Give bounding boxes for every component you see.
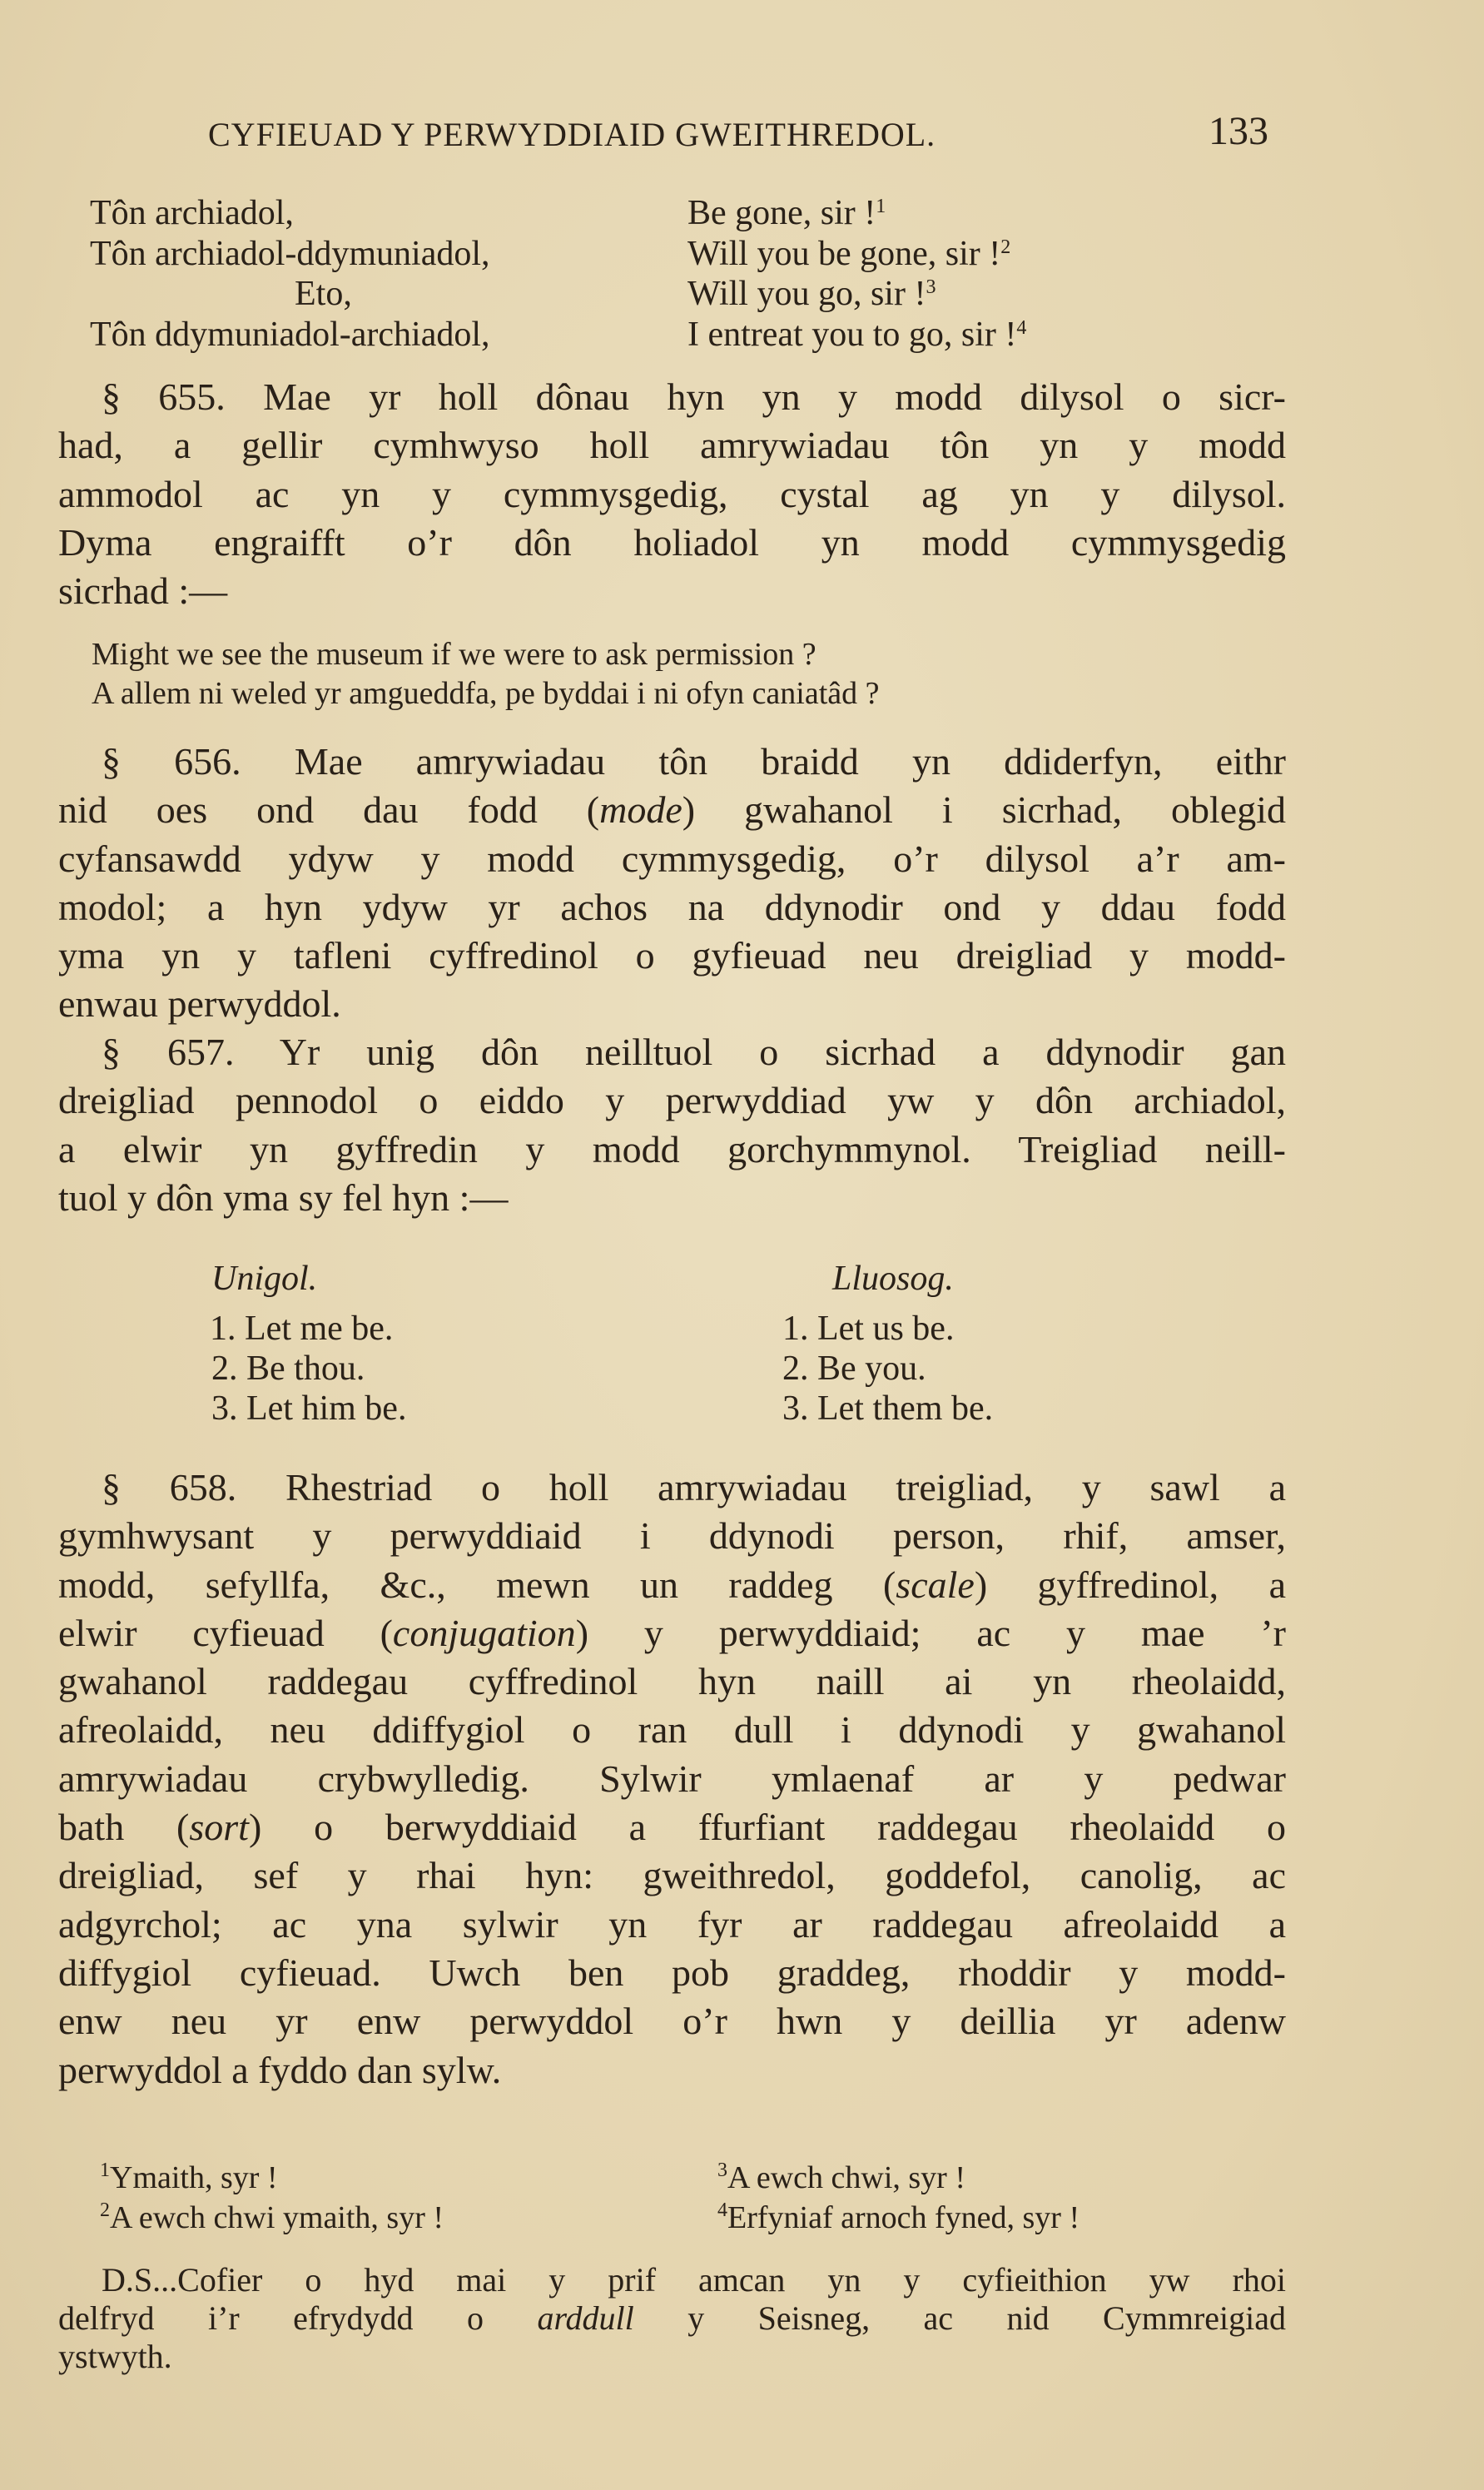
text-segment: elwir cyfieuad ( xyxy=(58,1611,393,1654)
paragraph-657 xyxy=(58,1028,1286,1222)
text-line xyxy=(58,2261,1286,2299)
tone-names xyxy=(90,193,490,355)
text-line xyxy=(58,2299,1286,2338)
footnotes-right xyxy=(717,2158,1079,2238)
text-line xyxy=(58,1706,1286,1754)
tone-example: Will you be gone, sir !$^2$ xyxy=(687,234,1011,273)
example-sentences xyxy=(92,635,1273,713)
text-segment: ) o berwyddiaid a ffurfiant raddegau rheolaidd o xyxy=(248,1806,1287,1849)
tone-examples xyxy=(687,193,1026,355)
text-segment: ) gyffredinol, a xyxy=(974,1563,1286,1606)
text-line xyxy=(58,1997,1286,2045)
footnote-ref: 1 xyxy=(876,196,886,217)
text-segment: yma yn y tafleni cyffredinol o gyfieuad neu dreigliad y modd- xyxy=(58,934,1286,977)
conjugation-item: 3. Let them be. xyxy=(782,1389,994,1428)
text-line xyxy=(58,2338,1286,2376)
tone-name: Tôn ddymuniadol-archiadol, xyxy=(90,315,490,354)
text-segment: ystwyth. xyxy=(58,2338,172,2375)
text-segment: delfryd i’r efrydydd o xyxy=(58,2299,538,2337)
text-line xyxy=(58,1851,1286,1900)
singular-label: Unigol. xyxy=(211,1260,318,1298)
italic-term: mode xyxy=(599,788,682,832)
text-segment: adgyrchol; ac yna sylwir yn fyr ar raddegau afreolaidd a xyxy=(58,1902,1286,1946)
text-line: had, a gellir cymhwyso holl amrywiadau tôn yn y modd xyxy=(58,424,1286,467)
text-segment: gwahanol raddegau cyffredinol hyn naill ai yn rheolaidd, xyxy=(58,1660,1286,1703)
text-segment: gymhwysant y perwyddiaid i ddynodi person, rhif, amser, xyxy=(58,1514,1286,1558)
text-segment: bath ( xyxy=(58,1806,190,1849)
text-line xyxy=(58,786,1286,834)
text-line xyxy=(58,1658,1286,1706)
footnote-ref: 4 xyxy=(1016,316,1027,339)
text-segment: ) gwahanol i sicrhad, oblegid xyxy=(682,788,1287,832)
editorial-note xyxy=(58,2261,1286,2376)
footnote-ref: 2 xyxy=(1000,236,1011,258)
text-segment: modol; a hyn ydyw yr achos na ddynodir ond y ddau fodd xyxy=(58,885,1286,928)
paragraph-656 xyxy=(58,738,1286,1029)
tone-example: I entreat you to go, sir !$^4$ xyxy=(687,315,1027,354)
text-line: a elwir yn gyffredin y modd gorchymmynol. Treigliad neill- xyxy=(58,1127,1286,1170)
text-line xyxy=(58,835,1286,883)
tone-name: Eto, xyxy=(295,275,352,313)
text-segment: modd, sefyllfa, &c., mewn un raddeg ( xyxy=(58,1563,896,1606)
text-segment: enw neu yr enw perwyddol o’r hwn y deillia yr adenw xyxy=(58,2000,1286,2043)
text-line: tuol y dôn yma sy fel hyn :— xyxy=(58,1175,509,1219)
text-line xyxy=(58,2046,1286,2095)
footnote-ref: 3 xyxy=(926,276,936,298)
plural-label: Lluosog. xyxy=(832,1260,954,1298)
footnote: $^1$Ymaith, syr ! xyxy=(100,2159,278,2195)
tone-name: Tôn archiadol-ddymuniadol, xyxy=(90,234,490,273)
text-line xyxy=(58,1949,1286,1997)
text-line xyxy=(58,1755,1286,1803)
text-line: ammodol ac yn y cymmysgedig, cystal ag yn y dilysol. xyxy=(58,472,1286,515)
text-segment: y Seisneg, ac nid Cymmreigiad xyxy=(633,2299,1287,2337)
conjugation-item: 1. Let us be. xyxy=(782,1310,955,1348)
text-line xyxy=(58,738,1286,786)
text-segment: amrywiadau crybwylledig. Sylwir ymlaenaf ar y pedwar xyxy=(58,1757,1286,1800)
footnotes-left xyxy=(100,2158,444,2238)
text-segment: perwyddol a fyddo dan sylw. xyxy=(58,2048,502,2091)
text-line xyxy=(58,932,1286,980)
italic-term: arddull xyxy=(537,2299,634,2337)
paragraph-658 xyxy=(58,1464,1286,2095)
singular-column xyxy=(211,1259,406,1429)
text-line xyxy=(58,1561,1286,1609)
tone-name: Tôn archiadol, xyxy=(90,194,294,232)
text-line xyxy=(58,883,1286,932)
text-line: dreigliad pennodol o eiddo y perwyddiad yw y dôn archiadol, xyxy=(58,1079,1286,1122)
tone-example: Be gone, sir !$^1$ xyxy=(687,194,886,232)
paragraph-655 xyxy=(58,373,1286,615)
conjugation-item: 1. Let me be. xyxy=(210,1310,394,1348)
conjugation-item: 2. Be thou. xyxy=(211,1349,365,1388)
footnote: $^4$Erfyniaf arnoch fyned, syr ! xyxy=(717,2199,1080,2235)
footnote: $^2$A ewch chwi ymaith, syr ! xyxy=(100,2199,444,2235)
running-title: CYFIEUAD Y PERWYDDIAID GWEITHREDOL. xyxy=(208,116,936,153)
text-line xyxy=(58,1803,1286,1851)
text-line: Dyma engraifft o’r dôn holiadol yn modd cymmysgedig xyxy=(58,520,1286,564)
italic-term: sort xyxy=(189,1806,249,1849)
italic-term: scale xyxy=(896,1563,975,1606)
text-line: Might we see the museum if we were to ask permission ? xyxy=(92,637,816,672)
text-line: sicrhad :— xyxy=(58,569,228,613)
text-line: § 657. Yr unig dôn neilltuol o sicrhad a ddynodir gan xyxy=(102,1031,1286,1073)
text-segment: § 658. Rhestriad o holl amrywiadau treigliad, y sawl a xyxy=(102,1466,1286,1508)
text-segment: D.S...Cofier o hyd mai y prif amcan yn y cyfieithion yw rhoi xyxy=(102,2261,1286,2299)
plural-column xyxy=(782,1259,993,1429)
text-line: § 655. Mae yr holl dônau hyn yn y modd dilysol o sicr- xyxy=(102,375,1286,418)
text-segment: dreigliad, sef y rhai hyn: gweithredol, goddefol, canolig, ac xyxy=(58,1854,1286,1897)
text-segment: afreolaidd, neu ddiffygiol o ran dull i ddynodi y gwahanol xyxy=(58,1708,1286,1752)
page-number: 133 xyxy=(1209,109,1268,153)
text-line xyxy=(58,1512,1286,1560)
text-line xyxy=(58,1464,1286,1512)
text-segment: enwau perwyddol. xyxy=(58,982,341,1026)
text-line: A allem ni weled yr amgueddfa, pe byddai i ni ofyn caniatâd ? xyxy=(92,676,880,711)
text-segment: nid oes ond dau fodd ( xyxy=(58,788,600,832)
text-line xyxy=(58,1609,1286,1658)
conjugation-item: 3. Let him be. xyxy=(211,1389,407,1428)
text-line xyxy=(58,980,1286,1028)
text-segment: ) y perwyddiaid; ac y mae ’r xyxy=(575,1611,1286,1654)
tone-example: Will you go, sir !$^3$ xyxy=(687,275,936,313)
text-segment: diffygiol cyfieuad. Uwch ben pob graddeg, rhoddir y modd- xyxy=(58,1951,1286,1994)
conjugation-item: 2. Be you. xyxy=(782,1349,926,1388)
text-line xyxy=(58,1901,1286,1949)
footnote: $^3$A ewch chwi, syr ! xyxy=(717,2159,965,2195)
italic-term: conjugation xyxy=(392,1611,576,1654)
text-segment: cyfansawdd ydyw y modd cymmysgedig, o’r dilysol a’r am- xyxy=(58,837,1286,880)
text-segment: § 656. Mae amrywiadau tôn braidd yn ddiderfyn, eithr xyxy=(102,740,1286,783)
